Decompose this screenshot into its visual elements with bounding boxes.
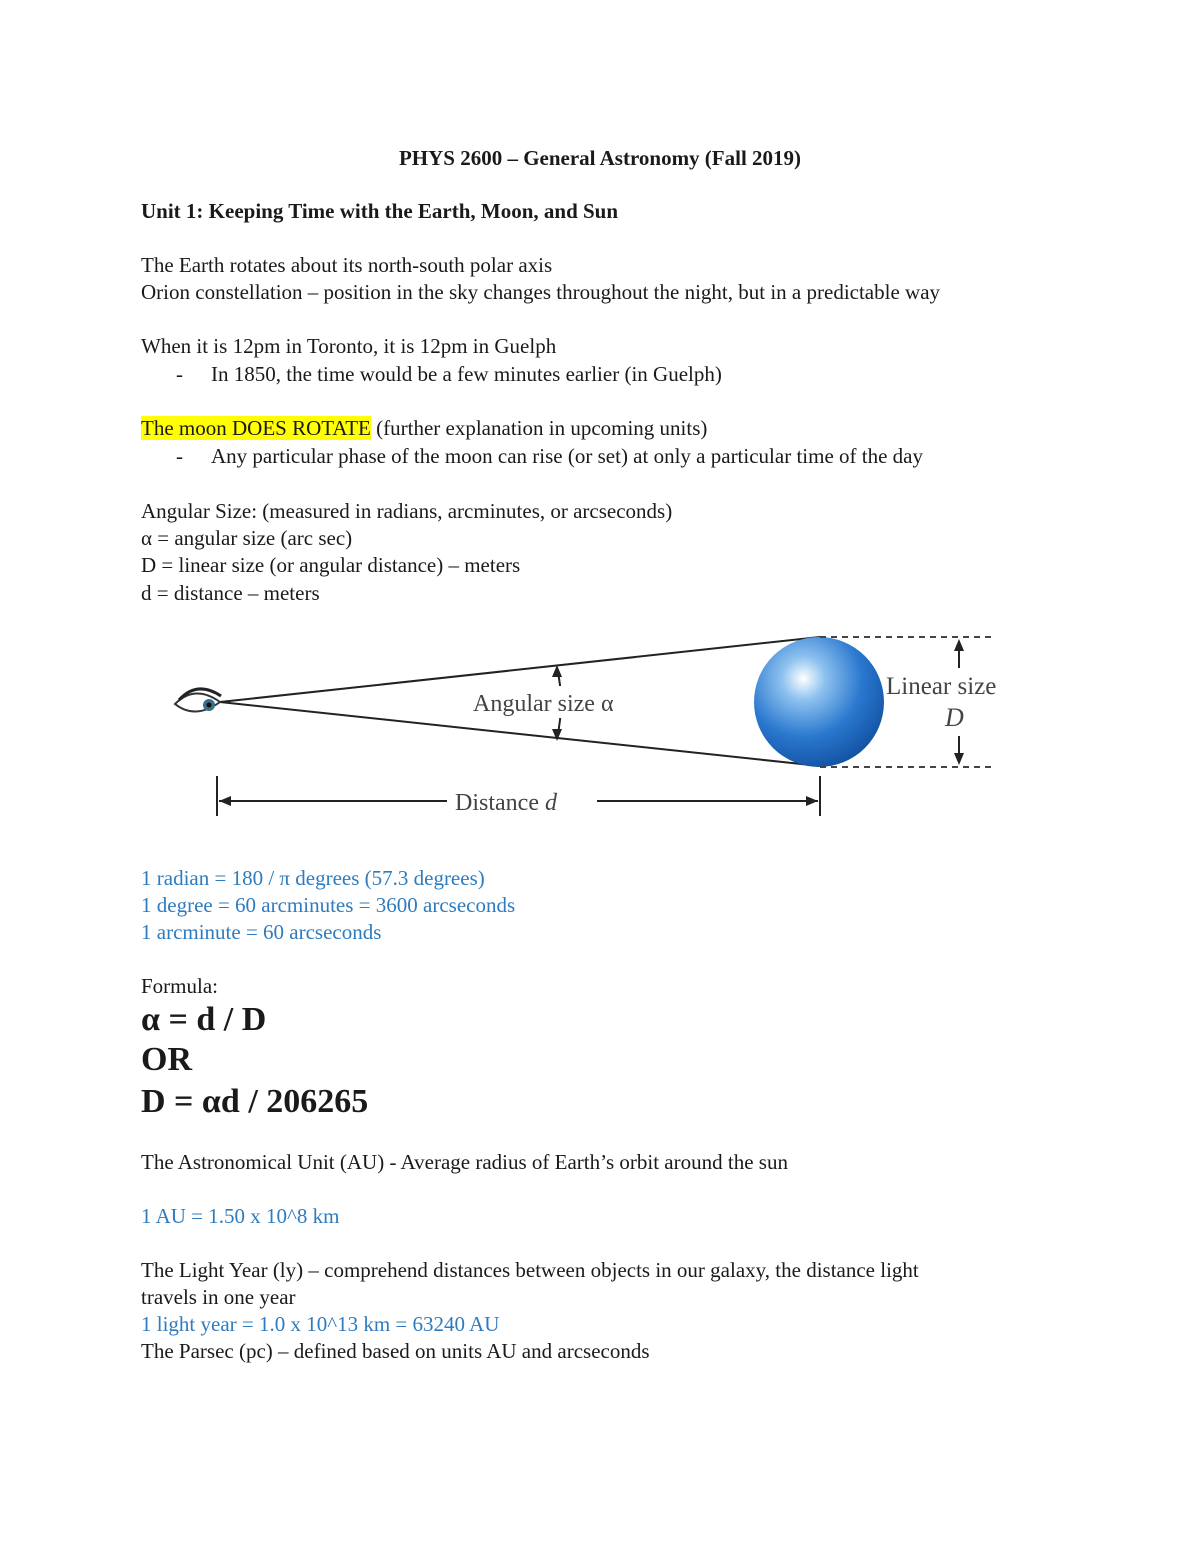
moon-bullet: Any particular phase of the moon can rise (or set) at only a particular time of the day (211, 444, 923, 468)
time-line: When it is 12pm in Toronto, it is 12pm in Guelph (141, 334, 557, 358)
distance-label: Distance d (455, 790, 557, 816)
alpha-definition: α = angular size (arc sec) (141, 526, 353, 550)
formula-eq-2: D = αd / 206265 (141, 1083, 369, 1120)
au-value: 1 AU = 1.50 x 10^8 km (141, 1204, 340, 1228)
angular-size-diagram (165, 628, 1035, 828)
light-year-value: 1 light year = 1.0 x 10^13 km = 63240 AU (141, 1312, 500, 1336)
page-title: PHYS 2600 – General Astronomy (Fall 2019) (398, 146, 802, 170)
unit-heading: Unit 1: Keeping Time with the Earth, Moon, and Sun (141, 199, 619, 223)
rotation-line-2: Orion constellation – position in the sky changes throughout the night, but in a predictable way (141, 280, 941, 304)
linear-size-label: Linear size (886, 673, 997, 700)
light-year-line-1: The Light Year (ly) – comprehend distances between objects in our galaxy, the distance light (141, 1258, 919, 1282)
rotation-line-1: The Earth rotates about its north-south polar axis (141, 253, 553, 277)
linear-size-symbol: D (945, 703, 964, 732)
linear-size-definition: D = linear size (or angular distance) – meters (141, 553, 521, 577)
moon-line (141, 414, 707, 442)
eye-icon (175, 689, 221, 712)
au-definition: The Astronomical Unit (AU) - Average radius of Earth’s orbit around the sun (141, 1150, 788, 1174)
distance-definition: d = distance – meters (141, 581, 320, 605)
angular-heading: Angular Size: (measured in radians, arcminutes, or arcseconds) (141, 499, 673, 523)
light-year-line-2: travels in one year (141, 1285, 296, 1309)
sphere (754, 637, 884, 767)
parsec-definition: The Parsec (pc) – defined based on units AU and arcseconds (141, 1339, 650, 1363)
angular-size-label: Angular size α (473, 691, 614, 717)
moon-line-rest: (further explanation in upcoming units) (370, 416, 708, 440)
formula-eq-1: α = d / D (141, 1001, 267, 1038)
bullet-marker: - (176, 444, 183, 468)
bullet-marker: - (176, 362, 183, 386)
time-bullet: In 1850, the time would be a few minutes earlier (in Guelph) (211, 362, 722, 386)
conversion-arcminute: 1 arcminute = 60 arcseconds (141, 920, 382, 944)
formula-label: Formula: (141, 974, 218, 998)
conversion-radian: 1 radian = 180 / π degrees (57.3 degrees) (141, 866, 485, 890)
conversion-degree: 1 degree = 60 arcminutes = 3600 arcseconds (141, 893, 516, 917)
moon-highlight: The moon DOES ROTATE (141, 416, 371, 440)
formula-or: OR (141, 1041, 192, 1078)
